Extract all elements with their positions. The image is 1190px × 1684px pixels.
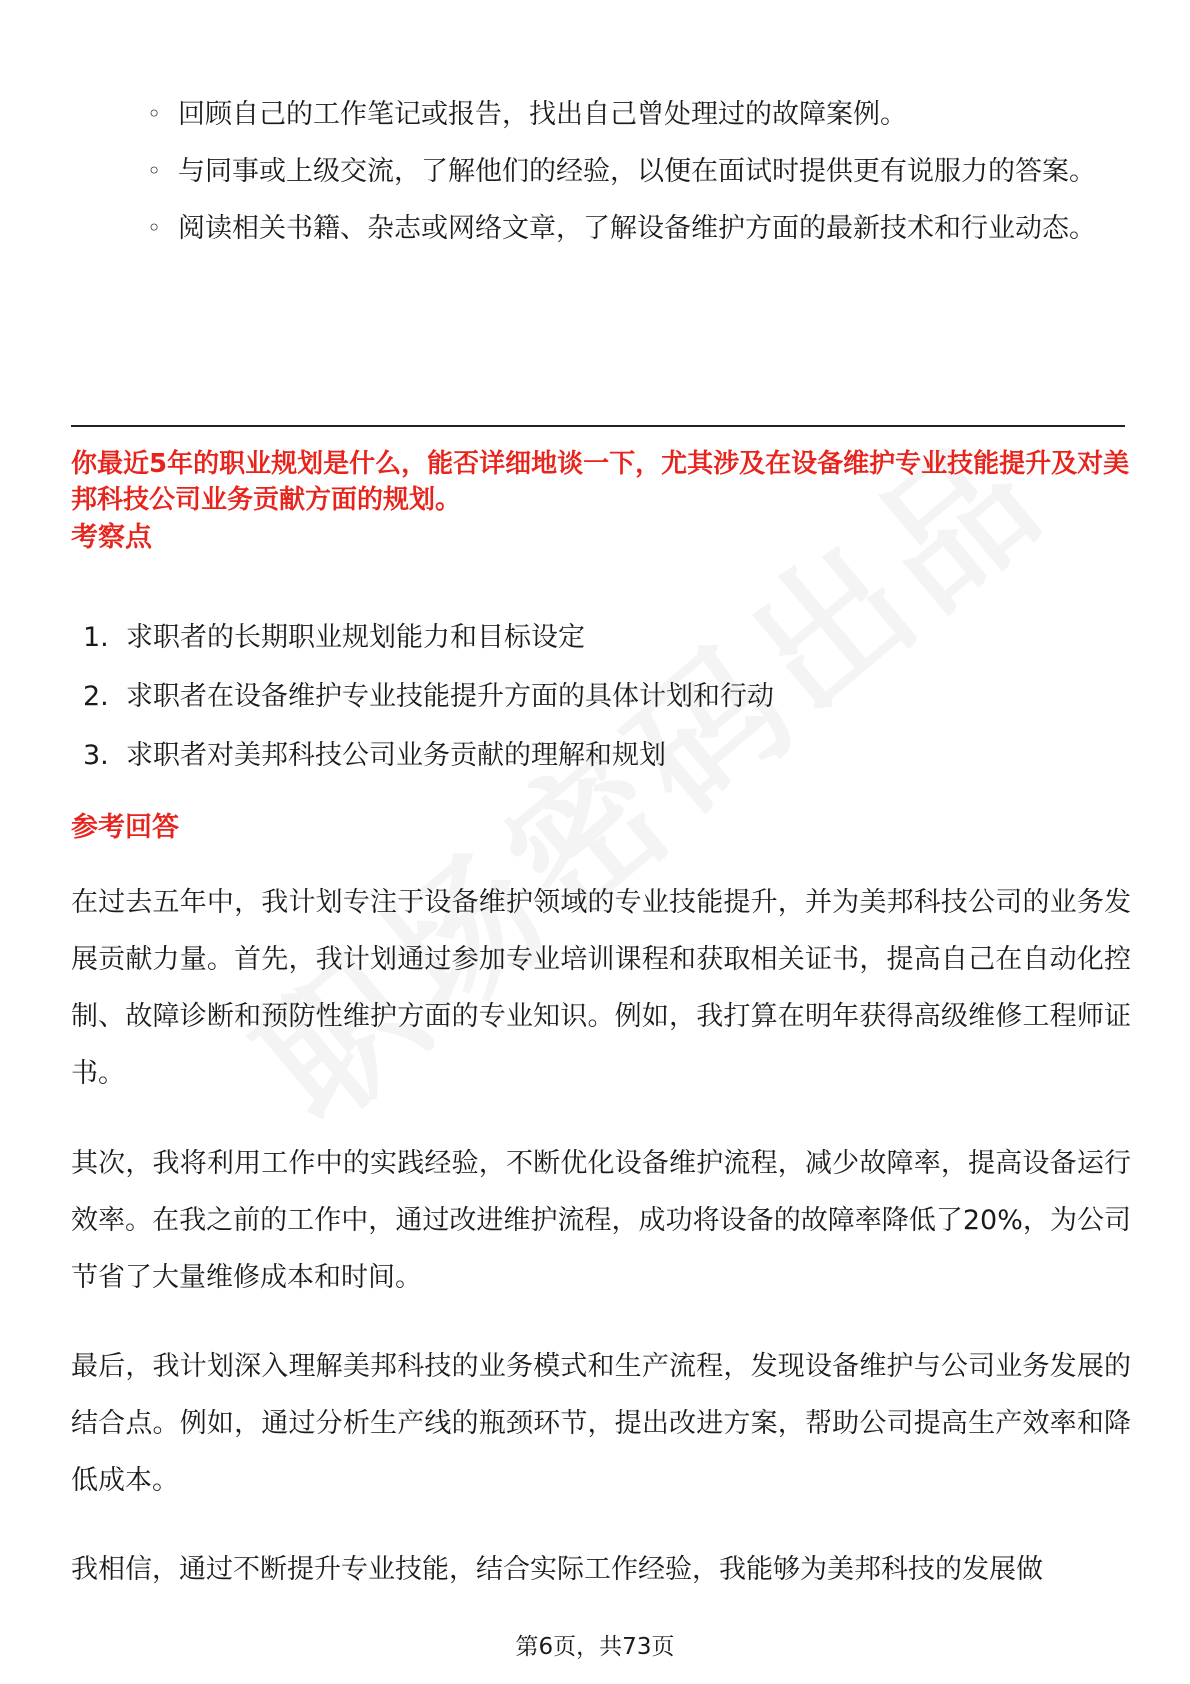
bullet-text: 与同事或上级交流，了解他们的经验，以便在面试时提供更有说服力的答案。: [178, 156, 1096, 187]
item-text: 求职者在设备维护专业技能提升方面的具体计划和行动: [126, 681, 774, 712]
list-item: [83, 608, 1083, 667]
bullet-marker: ◦: [147, 157, 162, 185]
answer-heading: 参考回答: [71, 812, 179, 843]
interview-question: 你最近5年的职业规划是什么，能否详细地谈一下，尤其涉及在设备维护专业技能提升及对美邦科技公司业务贡献方面的规划。: [71, 449, 1130, 515]
answer-paragraph: 我相信，通过不断提升专业技能，结合实际工作经验，我能够为美邦科技的发展做: [71, 1554, 1043, 1585]
list-item: [83, 667, 1083, 726]
answer-paragraph: 其次，我将利用工作中的实践经验，不断优化设备维护流程，减少故障率，提高设备运行效率。在我之前的工作中，通过改进维护流程，成功将设备的故障率降低了20%，为公司节省了大量维修成本和时间。: [71, 1148, 1131, 1293]
section-divider: [71, 425, 1125, 427]
item-number: 1.: [83, 622, 109, 653]
focus-heading: 考察点: [71, 522, 152, 553]
bullet-marker: ◦: [147, 100, 162, 128]
item-text: 求职者的长期职业规划能力和目标设定: [126, 622, 585, 653]
list-item: [147, 200, 1112, 257]
focus-points-list: [83, 608, 1083, 785]
bullet-marker: ◦: [147, 214, 162, 242]
answer-paragraph: 在过去五年中，我计划专注于设备维护领域的专业技能提升，并为美邦科技公司的业务发展贡献力量。首先，我计划通过参加专业培训课程和获取相关证书，提高自己在自动化控制、故障诊断和预防性维护方面的专业知识。例如，我打算在明年获得高级维修工程师证书。: [71, 887, 1131, 1089]
list-item: [147, 143, 1112, 200]
bullet-text: 阅读相关书籍、杂志或网络文章，了解设备维护方面的最新技术和行业动态。: [178, 213, 1096, 244]
answer-paragraph: 最后，我计划深入理解美邦科技的业务模式和生产流程，发现设备维护与公司业务发展的结合点。例如，通过分析生产线的瓶颈环节，提出改进方案，帮助公司提高生产效率和降低成本。: [71, 1351, 1131, 1496]
item-number: 2.: [83, 681, 109, 712]
list-item: [83, 726, 1083, 785]
bullet-text: 回顾自己的工作笔记或报告，找出自己曾处理过的故障案例。: [178, 99, 907, 130]
page-footer: 第6页，共73页: [515, 1634, 675, 1660]
item-number: 3.: [83, 740, 109, 771]
list-item: [147, 86, 1112, 143]
item-text: 求职者对美邦科技公司业务贡献的理解和规划: [126, 740, 666, 771]
tips-bullet-list: [147, 86, 1112, 257]
